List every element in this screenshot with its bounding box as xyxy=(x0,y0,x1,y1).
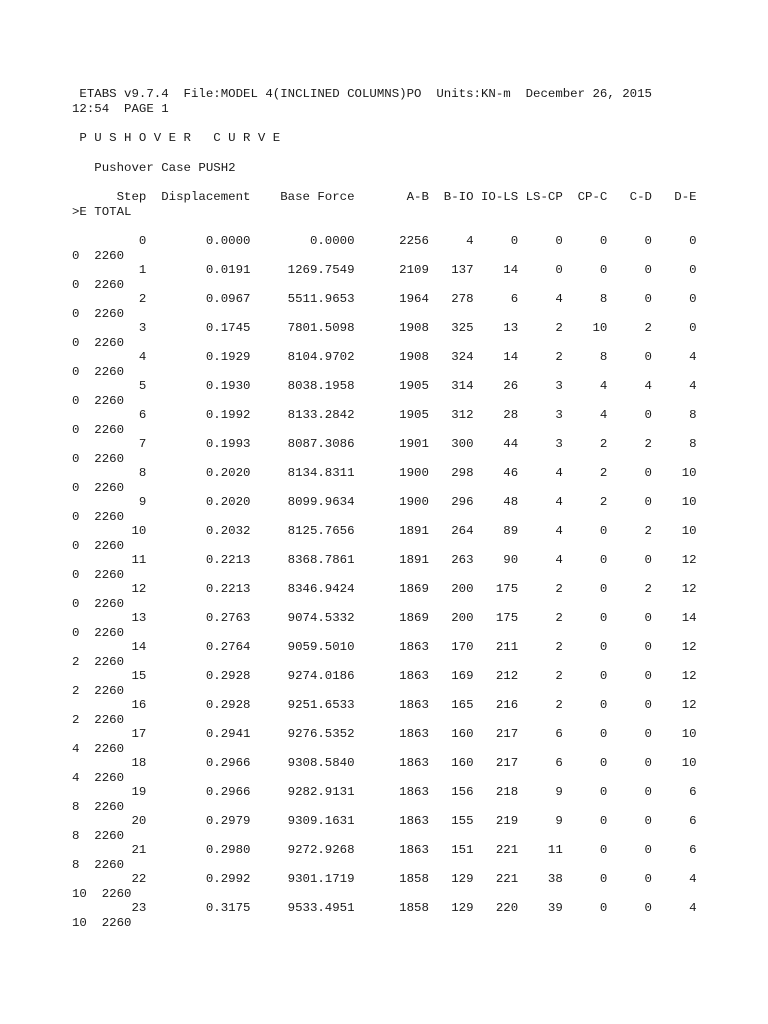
table-row-wrap: 0 2260 xyxy=(72,596,125,611)
table-row-wrap: 2 2260 xyxy=(72,654,125,669)
table-row-wrap: 0 2260 xyxy=(72,625,125,640)
table-row-values: 5 0.1930 8038.1958 1905 314 26 3 4 4 4 xyxy=(72,379,697,393)
table-row-values: 14 0.2764 9059.5010 1863 170 211 2 0 0 12 xyxy=(72,640,697,654)
table-row-values: 16 0.2928 9251.6533 1863 165 216 2 0 0 12 xyxy=(72,698,697,712)
table-row xyxy=(72,727,712,756)
table-row-values: 4 0.1929 8104.9702 1908 324 14 2 8 0 4 xyxy=(72,350,697,364)
table-row xyxy=(72,814,712,843)
table-row-values: 8 0.2020 8134.8311 1900 298 46 4 2 0 10 xyxy=(72,466,697,480)
table-row xyxy=(72,234,712,263)
table-row-wrap: 0 2260 xyxy=(72,538,125,553)
table-row xyxy=(72,466,712,495)
section-title: P U S H O V E R C U R V E xyxy=(72,131,281,145)
table-row xyxy=(72,263,712,292)
table-row xyxy=(72,408,712,437)
table-row xyxy=(72,640,712,669)
table-row-wrap: 0 2260 xyxy=(72,335,125,350)
table-row xyxy=(72,553,712,582)
table-row-values: 10 0.2032 8125.7656 1891 264 89 4 0 2 10 xyxy=(72,524,697,538)
table-row-wrap: 0 2260 xyxy=(72,364,125,379)
table-row-values: 6 0.1992 8133.2842 1905 312 28 3 4 0 8 xyxy=(72,408,697,422)
table-row xyxy=(72,756,712,785)
table-row xyxy=(72,669,712,698)
table-row-wrap: 4 2260 xyxy=(72,741,125,756)
column-header-line-1: Step Displacement Base Force A-B B-IO IO-LS LS-CP CP-C C-D D-E xyxy=(72,190,697,204)
table-row-values: 22 0.2992 9301.1719 1858 129 221 38 0 0 4 xyxy=(72,872,697,886)
table-row xyxy=(72,872,712,901)
table-row-values: 20 0.2979 9309.1631 1863 155 219 9 0 0 6 xyxy=(72,814,697,828)
table-row xyxy=(72,843,712,872)
table-row xyxy=(72,379,712,408)
table-row-wrap: 0 2260 xyxy=(72,480,125,495)
table-row-values: 18 0.2966 9308.5840 1863 160 217 6 0 0 10 xyxy=(72,756,697,770)
table-row-values: 23 0.3175 9533.4951 1858 129 220 39 0 0 4 xyxy=(72,901,697,915)
table-row-wrap: 0 2260 xyxy=(72,422,125,437)
table-row xyxy=(72,611,712,640)
table-row xyxy=(72,321,712,350)
table-row-values: 13 0.2763 9074.5332 1869 200 175 2 0 0 14 xyxy=(72,611,697,625)
table-row-wrap: 8 2260 xyxy=(72,828,125,843)
table-row-wrap: 10 2260 xyxy=(72,915,132,930)
table-row-values: 2 0.0967 5511.9653 1964 278 6 4 8 0 0 xyxy=(72,292,697,306)
report-header xyxy=(72,87,712,116)
table-row-values: 7 0.1993 8087.3086 1901 300 44 3 2 2 8 xyxy=(72,437,697,451)
table-row xyxy=(72,698,712,727)
table-row-values: 21 0.2980 9272.9268 1863 151 221 11 0 0 6 xyxy=(72,843,697,857)
column-header-line-2: >E TOTAL xyxy=(72,204,132,219)
table-row xyxy=(72,437,712,466)
table-row xyxy=(72,495,712,524)
table-row-values: 15 0.2928 9274.0186 1863 169 212 2 0 0 12 xyxy=(72,669,697,683)
table-row-wrap: 2 2260 xyxy=(72,712,125,727)
table-row-wrap: 0 2260 xyxy=(72,277,125,292)
table-row xyxy=(72,350,712,379)
table-row-values: 0 0.0000 0.0000 2256 4 0 0 0 0 0 xyxy=(72,234,697,248)
table-row-wrap: 0 2260 xyxy=(72,248,125,263)
table-column-headers xyxy=(72,190,712,219)
table-row xyxy=(72,901,712,930)
document-page xyxy=(72,87,712,930)
table-row-wrap: 10 2260 xyxy=(72,886,132,901)
table-row-values: 11 0.2213 8368.7861 1891 263 90 4 0 0 12 xyxy=(72,553,697,567)
table-row-wrap: 0 2260 xyxy=(72,393,125,408)
table-row-wrap: 0 2260 xyxy=(72,306,125,321)
table-row-values: 19 0.2966 9282.9131 1863 156 218 9 0 0 6 xyxy=(72,785,697,799)
pushover-table-body xyxy=(72,234,712,930)
table-row-wrap: 2 2260 xyxy=(72,683,125,698)
table-row-values: 12 0.2213 8346.9424 1869 200 175 2 0 2 12 xyxy=(72,582,697,596)
table-row-values: 1 0.0191 1269.7549 2109 137 14 0 0 0 0 xyxy=(72,263,697,277)
table-row-wrap: 8 2260 xyxy=(72,857,125,872)
pushover-case-label: Pushover Case PUSH2 xyxy=(72,160,236,175)
table-row-wrap: 0 2260 xyxy=(72,451,125,466)
header-time-page-line: 12:54 PAGE 1 xyxy=(72,101,169,116)
table-row-wrap: 0 2260 xyxy=(72,567,125,582)
table-row-values: 3 0.1745 7801.5098 1908 325 13 2 10 2 0 xyxy=(72,321,697,335)
table-row-values: 17 0.2941 9276.5352 1863 160 217 6 0 0 10 xyxy=(72,727,697,741)
table-row-wrap: 8 2260 xyxy=(72,799,125,814)
table-row-values: 9 0.2020 8099.9634 1900 296 48 4 2 0 10 xyxy=(72,495,697,509)
header-program-line: ETABS v9.7.4 File:MODEL 4(INCLINED COLUMNS)PO Units:KN-m December 26, 2015 xyxy=(72,87,652,101)
table-row xyxy=(72,292,712,321)
table-row xyxy=(72,582,712,611)
table-row xyxy=(72,524,712,553)
table-row-wrap: 0 2260 xyxy=(72,509,125,524)
table-row-wrap: 4 2260 xyxy=(72,770,125,785)
table-row xyxy=(72,785,712,814)
